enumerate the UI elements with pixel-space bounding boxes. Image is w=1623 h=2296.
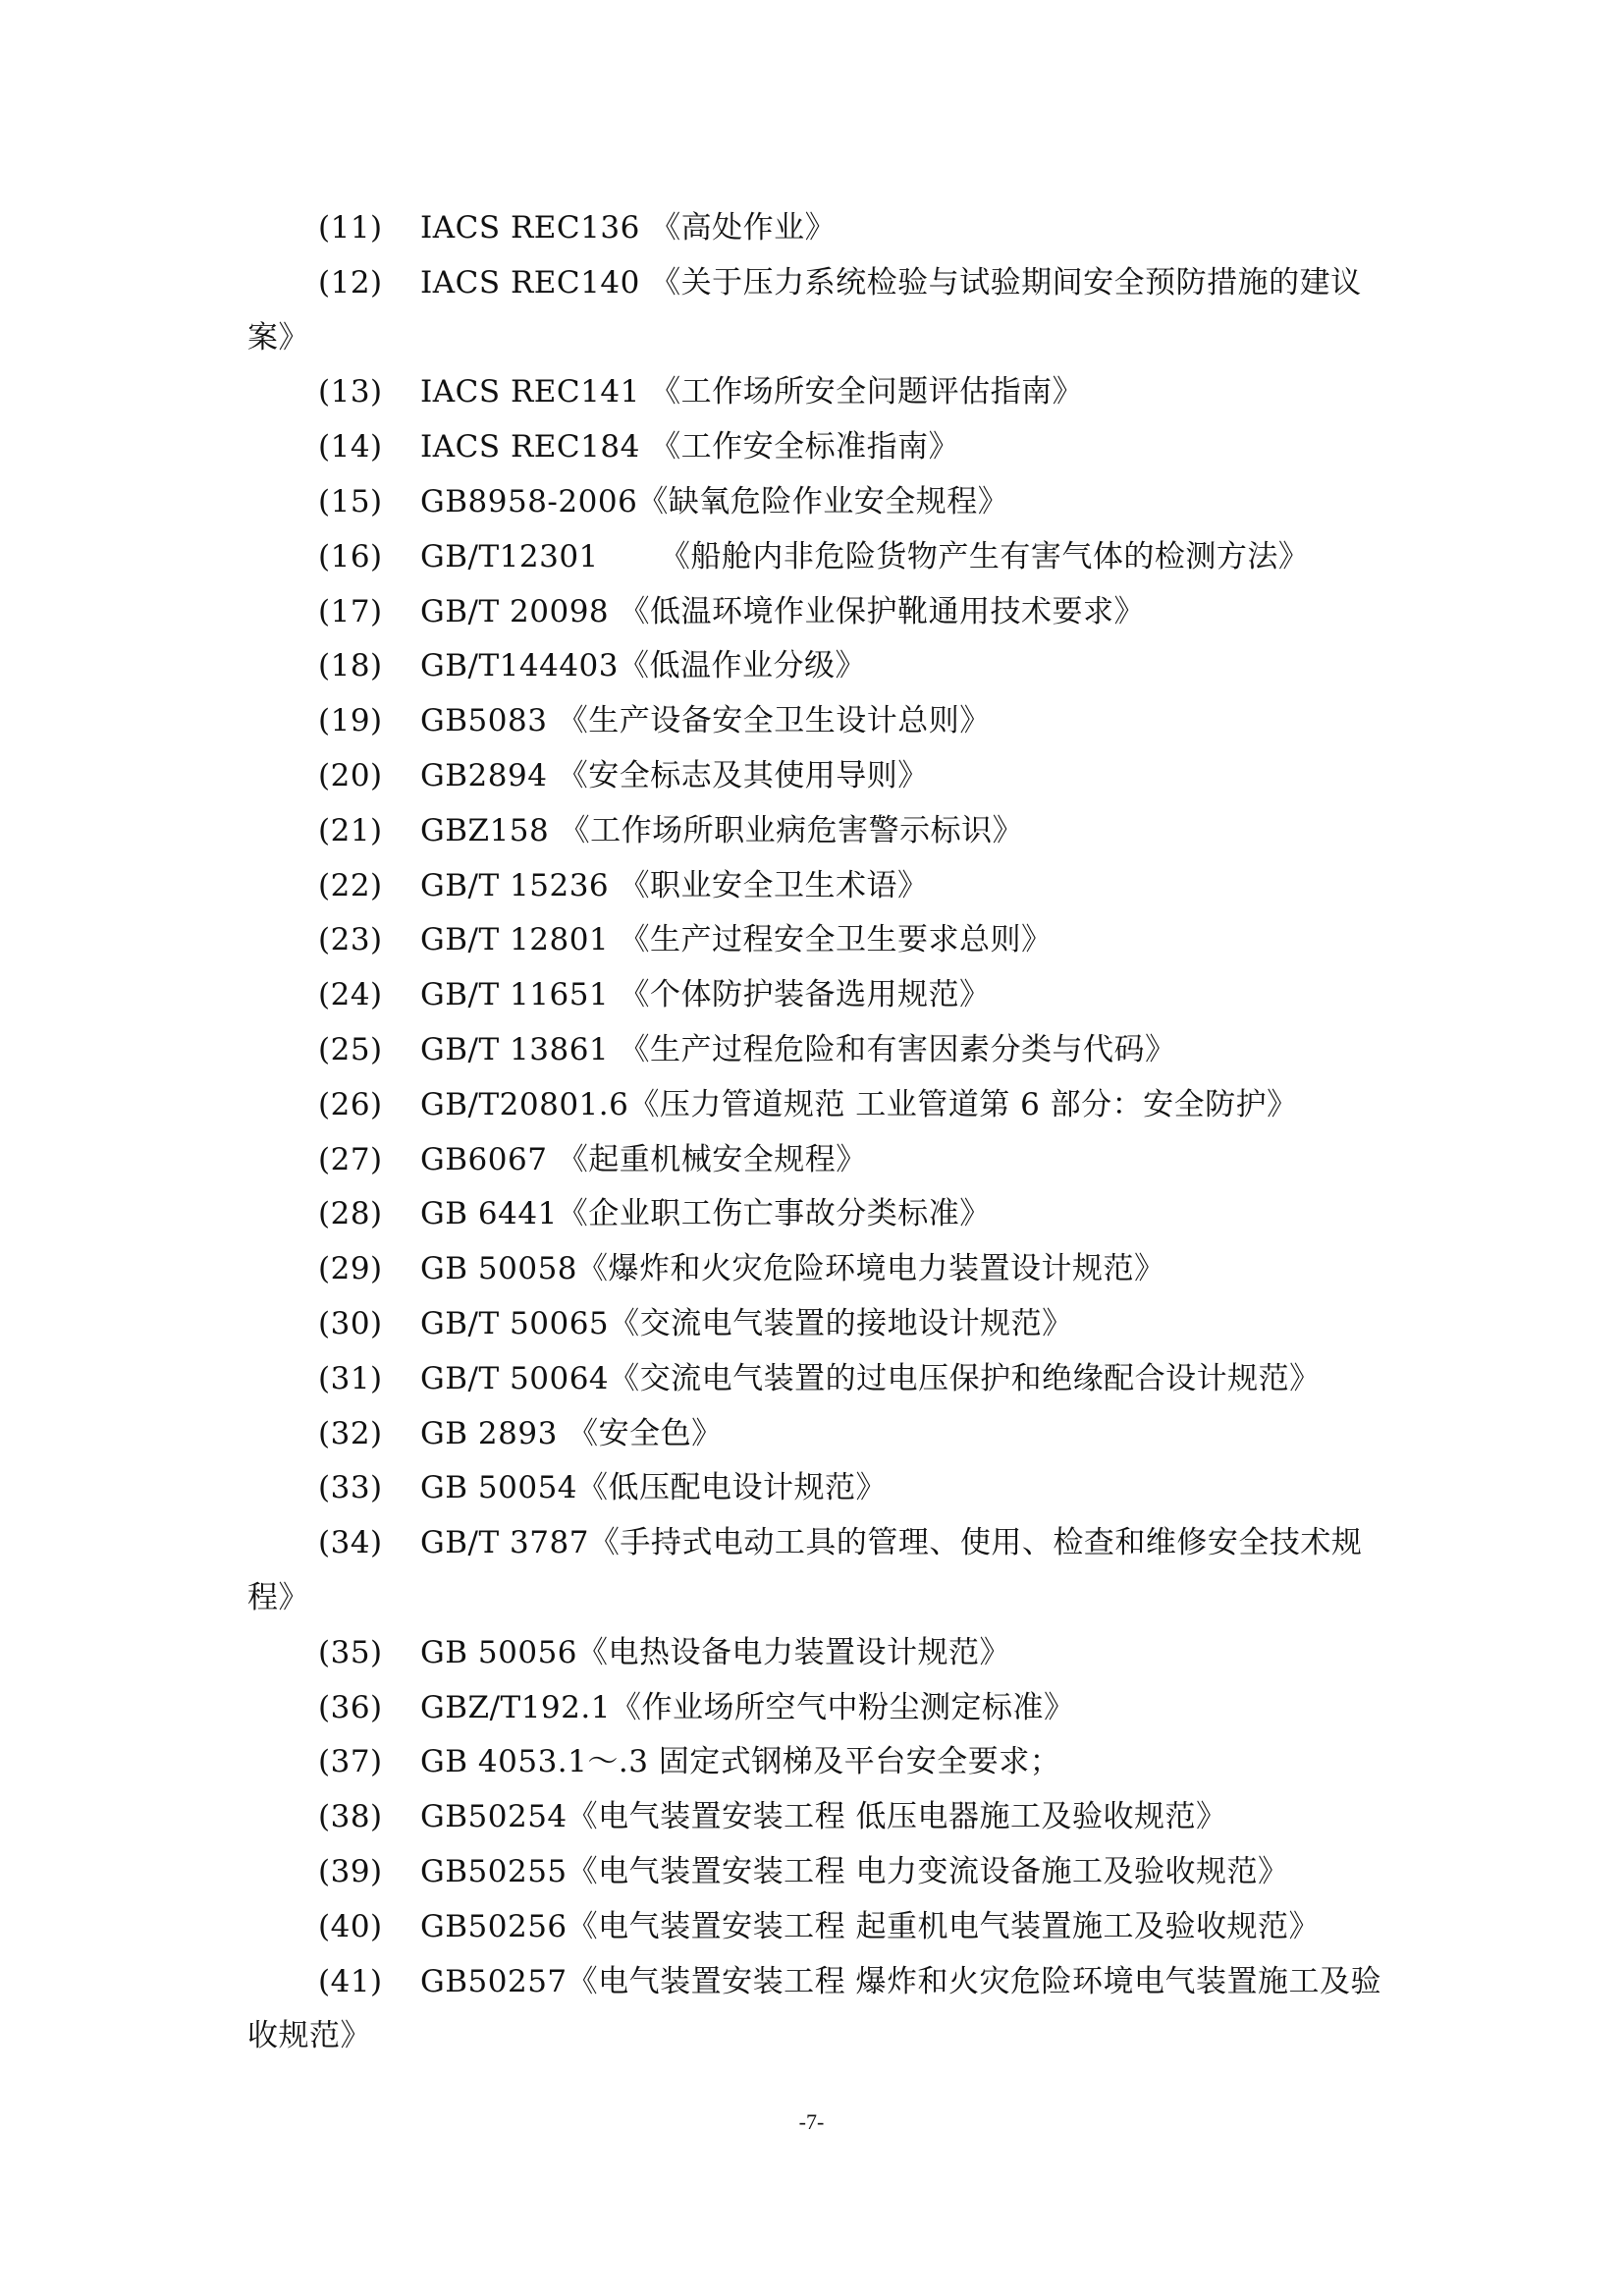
- item-code: GB 50058: [420, 1251, 578, 1287]
- item-code: IACS REC136: [420, 210, 651, 246]
- item-code: GB/T 3787: [420, 1525, 589, 1561]
- item-number: (35): [318, 1634, 383, 1670]
- item-number: (27): [318, 1141, 383, 1177]
- list-item: [247, 1626, 1391, 1681]
- item-title: 《低压配电设计规范》: [577, 1470, 888, 1506]
- item-title: 《工作场所职业病危害警示标识》: [559, 812, 1024, 848]
- item-number: (11): [318, 210, 383, 246]
- item-number: (36): [318, 1689, 383, 1725]
- item-title: 《交流电气装置的接地设计规范》: [609, 1305, 1073, 1341]
- item-number: (39): [318, 1853, 383, 1889]
- item-number: (22): [318, 867, 383, 903]
- item-title: 固定式钢梯及平台安全要求；: [658, 1744, 1061, 1780]
- item-number: (31): [318, 1360, 383, 1396]
- item-number: (38): [318, 1799, 383, 1835]
- item-code: GB5083: [420, 703, 558, 739]
- item-code: GB50254: [420, 1799, 568, 1835]
- list-item: [247, 530, 1391, 585]
- item-code: GB/T144403: [420, 648, 620, 684]
- item-title: 《船舱内非危险货物产生有害气体的检测方法》: [659, 538, 1310, 574]
- item-code: GB8958-2006: [420, 483, 638, 519]
- item-code: IACS REC184: [420, 429, 651, 465]
- list-item: [247, 365, 1391, 420]
- item-title: 《作业场所空气中粉尘测定标准》: [610, 1689, 1075, 1725]
- item-number: (14): [318, 429, 383, 465]
- item-code: GB/T 50065: [420, 1305, 610, 1341]
- list-item: [247, 968, 1391, 1023]
- item-title: 《电气装置安装工程 电力变流设备施工及验收规范》: [567, 1853, 1289, 1889]
- item-code: GB 4053.1～.3: [420, 1744, 659, 1780]
- list-item: [247, 1681, 1391, 1736]
- item-number: (15): [318, 483, 383, 519]
- item-title: 《电热设备电力装置设计规范》: [577, 1634, 1011, 1670]
- item-title: 《生产过程危险和有害因素分类与代码》: [619, 1031, 1176, 1067]
- item-title: 《低温作业分级》: [619, 648, 867, 684]
- item-number: (12): [318, 264, 383, 301]
- item-code: GB 6441: [420, 1196, 558, 1232]
- list-item: [247, 1297, 1391, 1352]
- item-title: 《安全标志及其使用导则》: [557, 757, 929, 793]
- item-code: GB6067: [420, 1141, 558, 1177]
- item-number: (18): [318, 648, 383, 684]
- item-number: (37): [318, 1744, 383, 1780]
- item-title: 《电气装置安装工程 起重机电气装置施工及验收规范》: [567, 1908, 1321, 1944]
- item-code: GB/T 13861: [420, 1031, 620, 1067]
- item-title: 《电气装置安装工程 爆炸和火灾危险环境电气装置施工及验收规范》: [247, 1963, 1382, 2054]
- item-number: (33): [318, 1470, 383, 1506]
- list-item: [247, 475, 1391, 530]
- item-number: (20): [318, 757, 383, 793]
- list-item: [247, 1461, 1391, 1516]
- item-number: (41): [318, 1963, 383, 1999]
- item-title: 《生产过程安全卫生要求总则》: [619, 922, 1053, 958]
- item-title: 《生产设备安全卫生设计总则》: [557, 703, 991, 739]
- list-item: [247, 585, 1391, 640]
- item-title: 《工作安全标准指南》: [650, 429, 960, 465]
- item-title: 《电气装置安装工程 低压电器施工及验收规范》: [567, 1799, 1227, 1835]
- item-title: 《爆炸和火灾危险环境电力装置设计规范》: [577, 1251, 1165, 1287]
- item-code: GB/T 50064: [420, 1360, 610, 1396]
- list-item: [247, 1352, 1391, 1407]
- item-number: (19): [318, 703, 383, 739]
- item-title: 《工作场所安全问题评估指南》: [650, 374, 1084, 410]
- item-code: GB/T 15236: [420, 867, 620, 903]
- item-code: GBZ158: [420, 812, 560, 848]
- list-item: [247, 1516, 1391, 1626]
- item-number: (30): [318, 1305, 383, 1341]
- item-code: GB/T 20098: [420, 593, 620, 629]
- item-code: GBZ/T192.1: [420, 1689, 611, 1725]
- list-item: [247, 1735, 1391, 1790]
- item-number: (24): [318, 977, 383, 1013]
- list-item: [247, 749, 1391, 804]
- item-code: GB/T 12801: [420, 922, 620, 958]
- item-title: 《交流电气装置的过电压保护和绝缘配合设计规范》: [609, 1360, 1321, 1396]
- list-item: [247, 804, 1391, 859]
- list-item: [247, 1023, 1391, 1078]
- item-code: GB/T12301: [420, 538, 660, 574]
- item-title: 《高处作业》: [650, 210, 837, 246]
- item-number: (23): [318, 922, 383, 958]
- list-item: [247, 1845, 1391, 1900]
- item-code: GB 50054: [420, 1470, 578, 1506]
- item-number: (40): [318, 1908, 383, 1944]
- list-item: [247, 1133, 1391, 1188]
- item-title: 《关于压力系统检验与试验期间安全预防措施的建议案》: [247, 264, 1362, 355]
- item-title: 《低温环境作业保护靴通用技术要求》: [619, 593, 1145, 629]
- list-item: [247, 859, 1391, 914]
- item-code: IACS REC140: [420, 264, 651, 301]
- list-item: [247, 1955, 1391, 2065]
- list-item: [247, 201, 1391, 256]
- item-number: (17): [318, 593, 383, 629]
- item-code: GB50256: [420, 1908, 568, 1944]
- item-title: 《手持式电动工具的管理、使用、检查和维修安全技术规程》: [247, 1525, 1363, 1615]
- item-title: 《起重机械安全规程》: [557, 1141, 867, 1177]
- item-number: (25): [318, 1031, 383, 1067]
- list-item: [247, 1407, 1391, 1462]
- item-code: GB 2893: [420, 1415, 568, 1451]
- item-code: GB50255: [420, 1853, 568, 1889]
- item-title: 《个体防护装备选用规范》: [619, 977, 991, 1013]
- item-title: 《安全色》: [568, 1415, 723, 1451]
- list-item: [247, 1187, 1391, 1242]
- item-number: (13): [318, 374, 383, 410]
- item-number: (26): [318, 1086, 383, 1122]
- item-number: (34): [318, 1525, 383, 1561]
- item-title: 《缺氧危险作业安全规程》: [637, 483, 1009, 519]
- item-title: 《职业安全卫生术语》: [619, 867, 929, 903]
- item-number: (16): [318, 538, 383, 574]
- item-number: (29): [318, 1251, 383, 1287]
- list-item: [247, 256, 1391, 366]
- list-item: [247, 694, 1391, 749]
- item-number: (32): [318, 1415, 383, 1451]
- item-code: GB/T 11651: [420, 977, 620, 1013]
- list-item: [247, 420, 1391, 475]
- item-code: GB50257: [420, 1963, 568, 1999]
- list-item: [247, 1900, 1391, 1955]
- page-number: -7-: [798, 2109, 825, 2134]
- list-item: [247, 1078, 1391, 1133]
- standards-list: [247, 201, 1391, 2064]
- item-code: IACS REC141: [420, 374, 651, 410]
- item-title: 《企业职工伤亡事故分类标准》: [557, 1196, 991, 1232]
- list-item: [247, 1242, 1391, 1297]
- item-code: GB2894: [420, 757, 558, 793]
- item-number: (21): [318, 812, 383, 848]
- list-item: [247, 913, 1391, 968]
- item-title: 《压力管道规范 工业管道第 6 部分：安全防护》: [628, 1086, 1298, 1122]
- list-item: [247, 639, 1391, 694]
- item-number: (28): [318, 1196, 383, 1232]
- list-item: [247, 1790, 1391, 1845]
- item-code: GB/T20801.6: [420, 1086, 629, 1122]
- item-code: GB 50056: [420, 1634, 578, 1670]
